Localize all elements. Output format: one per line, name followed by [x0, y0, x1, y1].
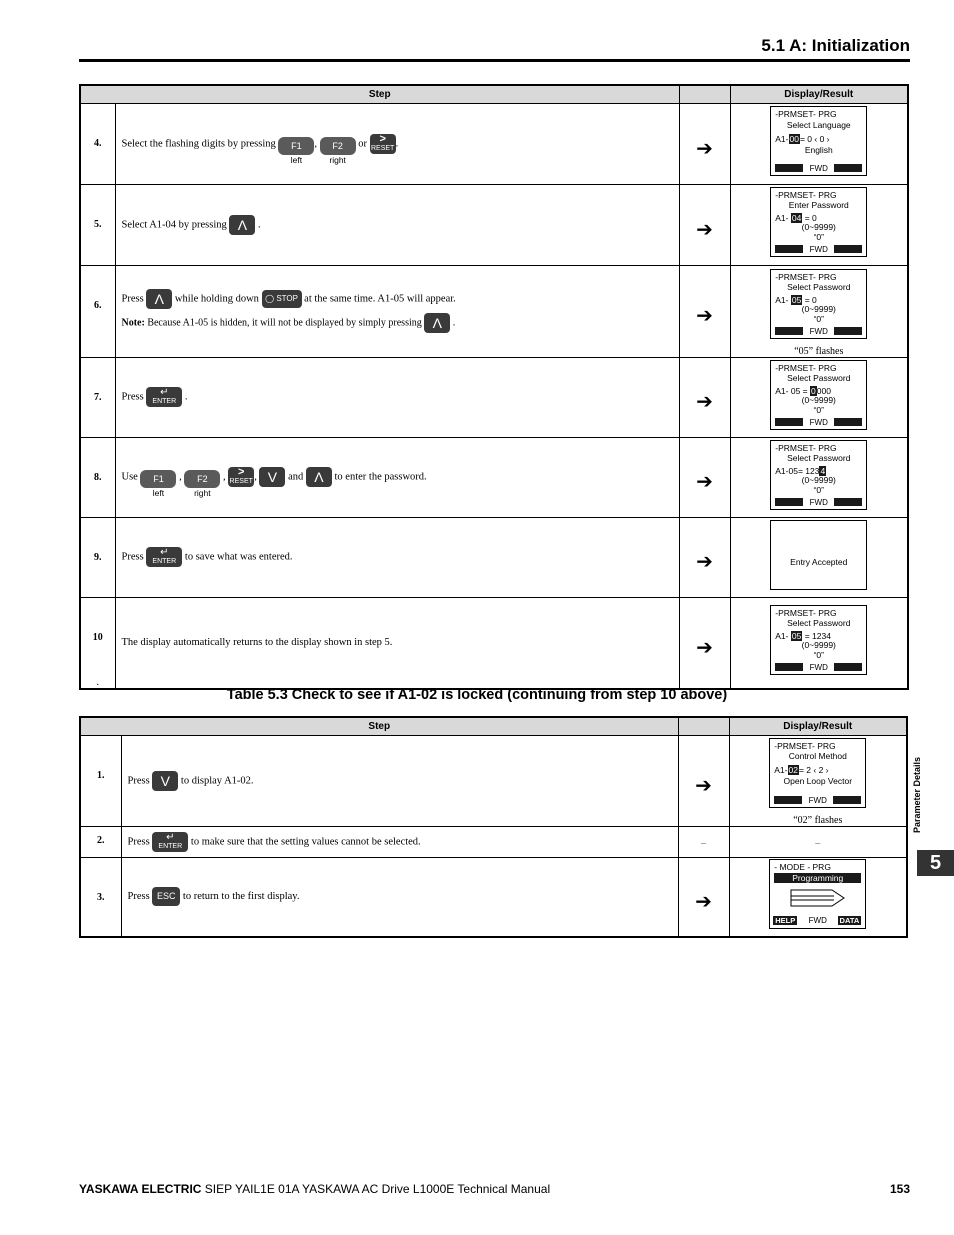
lcd-display — [770, 520, 867, 590]
step-text: , — [222, 471, 226, 483]
step-number: 7. — [94, 391, 102, 403]
right-arrow-icon: ➔ — [695, 772, 712, 797]
step-text: Press — [121, 551, 144, 563]
reset-key[interactable] — [228, 467, 254, 487]
stop-key[interactable]: ◯ STOP — [262, 290, 302, 308]
table-row — [80, 357, 908, 437]
right-arrow-icon: > — [379, 132, 386, 145]
lcd-highlight: 04 — [791, 213, 802, 223]
lcd-softkey-block — [834, 663, 862, 671]
steps-table-2 — [79, 716, 908, 938]
lcd-fwd: FWD — [809, 663, 828, 672]
step-text: . — [184, 391, 188, 403]
lcd-display — [770, 360, 867, 430]
f1-key[interactable]: F1 — [140, 470, 176, 488]
step-text: Press — [121, 293, 144, 305]
step-number: 8. — [94, 471, 102, 483]
down-key[interactable]: V — [152, 771, 178, 791]
enter-key[interactable] — [146, 547, 182, 567]
col-display-header: Display/Result — [730, 85, 908, 103]
col-arrow-header — [678, 717, 729, 735]
note-label: Note: — [121, 317, 145, 329]
reset-key[interactable] — [370, 134, 396, 154]
chapter-tab: 5 — [917, 850, 954, 876]
lcd-line: (0~9999) — [801, 640, 836, 650]
right-arrow-icon: ➔ — [696, 469, 713, 493]
lcd-line: Select Language — [786, 120, 851, 130]
lcd-softkey-block — [834, 164, 862, 172]
enter-icon: ↵ — [166, 831, 175, 843]
right-arrow-icon: ➔ — [696, 389, 713, 413]
lcd-highlight: 05 — [791, 294, 802, 305]
col-step-header: Step — [80, 717, 678, 735]
lcd-line: (0~9999) — [801, 222, 836, 232]
right-arrow-icon: ➔ — [696, 549, 713, 573]
step-text: or — [358, 137, 368, 149]
step-text: and — [288, 471, 304, 483]
step-number: 4. — [94, 137, 102, 149]
note-text: Because A1-05 is hidden, it will not be displayed by simply pressing — [147, 317, 422, 329]
lcd-fwd: FWD — [808, 916, 827, 926]
lcd-highlight: 00 — [789, 134, 799, 144]
lcd-highlight: 4 — [820, 465, 826, 476]
right-arrow-icon: ➔ — [696, 216, 713, 241]
right-arrow-icon: > — [238, 466, 245, 478]
lcd-line: “0” — [813, 404, 824, 415]
lcd-line: -PRMSET- PRG — [775, 190, 837, 200]
reset-key-label: RESET — [229, 478, 253, 485]
up-key[interactable]: Λ — [306, 467, 332, 487]
lcd-fwd: FWD — [809, 245, 828, 254]
table-row — [80, 184, 908, 265]
lcd-line: -PRMSET- PRG — [774, 740, 836, 751]
right-arrow-icon: ➔ — [696, 634, 713, 659]
f2-key[interactable]: F2 — [320, 137, 356, 155]
step-text: to return to the first display. — [182, 891, 300, 903]
step-text: at the same time. A1-05 will appear. — [304, 293, 456, 305]
lcd-fwd: FWD — [808, 795, 827, 805]
step-text: to enter the password. — [334, 471, 427, 483]
lcd-line: -PRMSET- PRG — [775, 442, 837, 453]
step-text: , — [179, 471, 182, 483]
lcd-highlight: Programming — [774, 873, 861, 883]
note-text: . — [452, 317, 456, 329]
lcd-line: A1- 05 = 0 — [775, 294, 817, 305]
lcd-display — [770, 106, 867, 176]
lcd-line: Select Password — [787, 372, 851, 383]
lcd-line: Open Loop Vector — [783, 775, 853, 786]
enter-key[interactable] — [152, 832, 188, 852]
up-key[interactable]: Λ — [146, 289, 172, 309]
lcd-softkey-block — [834, 245, 862, 253]
lcd-line: Select Password — [787, 452, 851, 463]
steps-table-1 — [79, 84, 909, 690]
lcd-line: - MODE - PRG — [774, 862, 831, 873]
lcd-fwd: FWD — [809, 326, 828, 336]
lcd-line: A1-05= 1234 — [775, 465, 826, 476]
lcd-display — [770, 187, 867, 257]
lcd-softkey-block — [834, 498, 862, 506]
lcd-line: Select Password — [787, 618, 851, 628]
lcd-line: (0~9999) — [801, 303, 836, 314]
right-arrow-icon: ➔ — [695, 888, 712, 913]
up-key[interactable]: Λ — [424, 313, 450, 333]
step-text: Select the flashing digits by pressing — [121, 137, 276, 149]
step-text: Select A1-04 by pressing — [121, 218, 227, 230]
step-text: Press — [121, 391, 144, 403]
enter-key[interactable] — [146, 387, 182, 407]
lcd-line: Entry Accepted — [790, 556, 848, 567]
lcd-line: -PRMSET- PRG — [775, 362, 837, 373]
step-number: 1. — [97, 769, 105, 781]
step-number: 3. — [97, 891, 105, 903]
empty-dash: – — [815, 837, 821, 849]
lcd-fwd: FWD — [809, 417, 828, 427]
col-display-header: Display/Result — [729, 717, 907, 735]
help-softkey: HELP — [775, 916, 796, 926]
table-row — [80, 265, 908, 357]
reset-key-label: RESET — [370, 144, 395, 152]
lcd-highlight: 05 — [791, 631, 802, 641]
lcd-display — [770, 440, 867, 510]
lcd-fwd: FWD — [809, 164, 828, 173]
lcd-line: (0~9999) — [801, 474, 836, 485]
page-number: 153 — [889, 1182, 910, 1196]
page-header-title: 5.1 A: Initialization — [761, 36, 910, 55]
step-text: . — [395, 137, 399, 149]
f1-key[interactable]: F1 — [278, 137, 314, 155]
empty-dash: – — [701, 837, 707, 849]
lcd-line: A1-00= 0 ‹ 0 › — [775, 134, 830, 144]
table-row — [80, 826, 907, 857]
lcd-line: -PRMSET- PRG — [775, 109, 837, 119]
step-text: while holding down — [174, 293, 259, 305]
lcd-line: English — [804, 145, 833, 155]
table-row — [80, 517, 908, 597]
lcd-display — [770, 605, 867, 675]
table-row — [80, 597, 908, 689]
step-text: . — [258, 218, 261, 230]
lcd-display — [769, 859, 866, 929]
step-text: The display automatically returns to the display shown in step 5. — [121, 637, 393, 648]
step-text: Use — [121, 471, 138, 483]
lcd-line: “0” — [813, 650, 824, 660]
lcd-line: A1-02= 2 ‹ 2 › — [774, 764, 829, 775]
lcd-display — [769, 738, 866, 808]
data-softkey: DATA — [839, 916, 860, 926]
lcd-display — [770, 269, 867, 339]
stop-icon: ◯ — [265, 294, 275, 303]
lcd-line: “0” — [813, 232, 824, 242]
lcd-line: Enter Password — [788, 200, 849, 210]
footer-brand: YASKAWA ELECTRIC — [79, 1182, 202, 1196]
header-rule — [79, 59, 910, 62]
step-number: 2. — [97, 834, 105, 846]
lcd-line: Select Password — [787, 281, 851, 292]
key-label: left — [152, 488, 165, 498]
lcd-caption: “02” flashes — [793, 814, 843, 826]
lcd-softkey-block — [834, 418, 862, 426]
lcd-line: A1- 04 = 0 — [775, 213, 817, 223]
enter-key-label: ENTER — [158, 842, 183, 850]
lcd-line: -PRMSET- PRG — [775, 271, 837, 282]
lcd-line: -PRMSET- PRG — [775, 608, 837, 618]
step-text: Press — [127, 891, 150, 903]
lcd-highlight: 02 — [788, 764, 798, 775]
enter-icon: ↵ — [160, 547, 169, 558]
f2-key[interactable]: F2 — [184, 470, 220, 488]
lcd-softkey-block — [834, 327, 862, 335]
step-text: , — [314, 137, 318, 149]
step-text: to save what was entered. — [184, 551, 293, 563]
esc-key[interactable]: ESC — [152, 887, 180, 906]
enter-key-label: ENTER — [152, 398, 177, 405]
up-key[interactable]: Λ — [229, 215, 255, 235]
lcd-line: A1- 05 = 1234 — [775, 631, 831, 641]
step-number: 10 . — [92, 631, 103, 688]
down-key[interactable]: V — [259, 467, 285, 487]
lcd-line: Control Method — [788, 750, 847, 761]
col-arrow-header — [679, 85, 730, 103]
enter-key-label: ENTER — [152, 558, 177, 565]
step-text: Press — [127, 774, 150, 786]
key-label: right — [194, 488, 211, 498]
table-row — [80, 103, 908, 184]
enter-icon: ↵ — [160, 387, 169, 398]
step-number: 5. — [94, 218, 102, 230]
lcd-line: (0~9999) — [801, 394, 836, 405]
lcd-line: “0” — [813, 313, 824, 324]
table-title: Table 5.3 Check to see if A1-02 is locked (continuing from step 10 above) — [226, 687, 728, 703]
key-label: right — [329, 154, 346, 165]
lcd-softkey-block — [833, 796, 861, 804]
lcd-line: “0” — [813, 484, 824, 495]
step-text: Press — [127, 835, 150, 847]
right-arrow-icon: ➔ — [696, 303, 713, 327]
footer-text — [79, 1182, 550, 1196]
step-number: 9. — [94, 551, 102, 563]
col-step-header: Step — [80, 85, 679, 103]
lcd-highlight: 0 — [811, 385, 816, 396]
table-row — [80, 857, 907, 937]
step-text: , — [254, 471, 257, 483]
step-text: to display A1-02. — [180, 774, 254, 786]
table-row — [80, 437, 908, 517]
lcd-line: A1- 05 = 0000 — [775, 385, 831, 396]
footer-doc: SIEP YAIL1E 01A YASKAWA AC Drive L1000E Technical Manual — [201, 1182, 551, 1196]
step-text: to make sure that the setting values cannot be selected. — [190, 835, 421, 847]
table-row — [80, 735, 907, 826]
lcd-fwd: FWD — [809, 497, 828, 507]
pencil-icon — [790, 887, 846, 909]
key-label: left — [290, 154, 303, 165]
right-arrow-icon: ➔ — [696, 135, 713, 160]
lcd-caption: “05” flashes — [794, 345, 844, 357]
side-section-label: Parameter Details — [912, 756, 923, 834]
step-number: 6. — [94, 299, 102, 311]
